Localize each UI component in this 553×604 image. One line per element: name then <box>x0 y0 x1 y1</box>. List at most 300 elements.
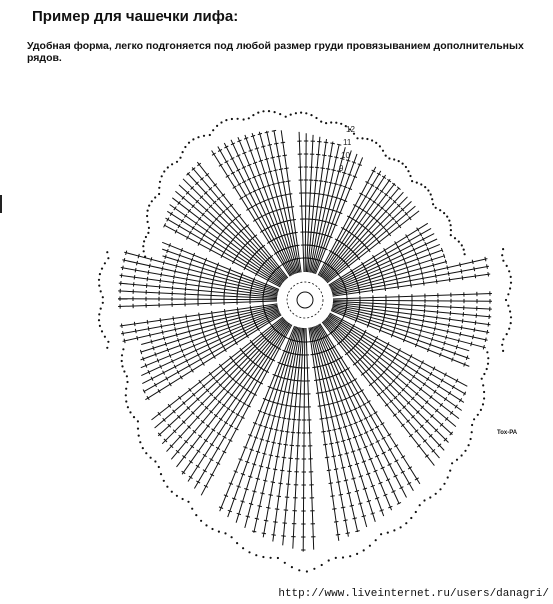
stitch-bar <box>322 405 326 406</box>
edge-dot <box>274 111 276 113</box>
stitch-bar <box>199 313 200 317</box>
stitch-bar <box>396 277 397 281</box>
stitch-bar <box>326 195 330 196</box>
edge-dot <box>145 236 147 238</box>
edge-dot <box>508 270 510 272</box>
edge-dot <box>237 118 239 120</box>
edge-dot <box>203 135 205 137</box>
edge-dot <box>98 285 100 287</box>
stitch-bar <box>327 430 331 431</box>
edge-dot <box>510 322 512 324</box>
stitch-bar <box>336 534 340 535</box>
stitch-bar <box>275 389 279 390</box>
stitch-bar <box>150 333 151 337</box>
stitch-bar <box>215 326 216 330</box>
stitch-bar <box>271 402 275 403</box>
stitch-bar <box>199 317 200 321</box>
stitch-bar <box>258 425 262 426</box>
stitch-bar <box>352 162 356 164</box>
edge-dot <box>150 457 152 459</box>
stitch-bar <box>212 282 213 286</box>
edge-dot <box>99 273 101 275</box>
edge-dot <box>166 486 168 488</box>
edge-dot <box>335 557 337 559</box>
stitch-bar <box>358 503 362 504</box>
edge-dot <box>507 293 509 295</box>
stitch-bar <box>147 320 148 324</box>
edge-dot <box>340 123 342 125</box>
edge-dot <box>461 244 463 246</box>
edge-dot <box>449 470 451 472</box>
edge-dot <box>320 121 322 123</box>
edge-dot <box>143 250 145 252</box>
edge-dot <box>509 310 511 312</box>
edge-dot <box>482 403 484 405</box>
author-label: Tox-PA <box>497 430 518 436</box>
stitch-bar <box>212 285 213 289</box>
stitch-bar <box>265 159 269 160</box>
edge-dot <box>451 462 453 464</box>
stitch-bar <box>263 173 267 174</box>
stitch-bar <box>312 367 316 368</box>
stitch-bar <box>336 482 340 483</box>
edge-dot <box>416 182 418 184</box>
stitch-bar <box>320 419 324 420</box>
stitch-bar <box>287 419 291 420</box>
edge-dot <box>502 338 504 340</box>
stitch-bar <box>249 503 253 504</box>
edge-dot <box>508 328 510 330</box>
stitch-bar <box>444 254 445 258</box>
stitch-line <box>332 308 470 351</box>
stitch-bar <box>275 210 279 211</box>
page-title: Пример для чашечки лифа: <box>32 8 239 25</box>
edge-dot <box>407 170 409 172</box>
stitch-bar <box>278 209 282 210</box>
stitch-bar <box>261 146 265 147</box>
edge-dot <box>450 234 452 236</box>
stitch-bar <box>286 207 290 208</box>
edge-dot <box>224 532 226 534</box>
stitch-bar <box>216 330 218 334</box>
stitch-bar <box>204 335 206 339</box>
edge-dot <box>349 555 351 557</box>
stitch-bar <box>258 133 262 134</box>
stitch-bar <box>288 194 292 195</box>
stitch-bar <box>442 347 444 351</box>
edge-dot <box>446 216 448 218</box>
stitch-bar <box>260 493 264 494</box>
stitch-bar <box>321 194 325 195</box>
stitch-bar <box>244 138 248 140</box>
edge-dot <box>325 122 327 124</box>
edge-dot <box>448 220 450 222</box>
stitch-bar <box>339 414 343 415</box>
stitch-bar <box>346 160 350 161</box>
stitch-bar <box>329 182 333 183</box>
edge-dot <box>138 435 140 437</box>
stitch-bar <box>250 306 251 310</box>
stitch-bar <box>244 489 248 490</box>
stitch-bar <box>473 335 474 339</box>
edge-dot <box>415 511 417 513</box>
stitch-bar <box>474 267 475 271</box>
stitch-bar <box>213 319 214 323</box>
edge-dot <box>171 163 173 165</box>
stitch-bar <box>460 332 461 336</box>
stitch-bar <box>422 271 423 275</box>
stitch-bar <box>163 261 164 265</box>
stitch-bar <box>237 486 241 488</box>
edge-dot <box>405 522 407 524</box>
stitch-bar <box>266 468 270 469</box>
stitch-bar <box>421 329 422 333</box>
stitch-bar <box>445 260 446 264</box>
edge-dot <box>220 121 222 123</box>
stitch-bar <box>448 272 449 276</box>
stitch-line <box>183 179 285 280</box>
stitch-bar <box>411 283 412 287</box>
stitch-bar <box>228 510 232 512</box>
stitch-bar <box>190 334 191 338</box>
stitch-bar <box>371 513 375 514</box>
stitch-bar <box>334 157 338 158</box>
edge-dot <box>179 157 181 159</box>
stitch-bar <box>277 156 281 157</box>
stitch-bar <box>263 304 264 308</box>
stitch-bar <box>263 412 267 414</box>
stitch-bar <box>271 197 275 198</box>
stitch-bar <box>134 275 135 279</box>
stitch-bar <box>266 199 270 201</box>
stitch-bar <box>343 520 347 521</box>
stitch-bar <box>274 429 278 430</box>
edge-dot <box>443 483 445 485</box>
stitch-bar <box>398 310 399 314</box>
stitch-bar <box>284 405 288 406</box>
stitch-bar <box>137 261 138 265</box>
stitch-bar <box>262 187 266 189</box>
stitch-bar <box>355 463 359 464</box>
stitch-bar <box>324 181 328 182</box>
stitch-bar <box>309 341 313 342</box>
stitch-bar <box>341 440 345 441</box>
stitch-bar <box>284 168 288 169</box>
edge-dot <box>148 227 150 229</box>
stitch-bar <box>363 488 367 489</box>
stitch-bar <box>278 443 282 444</box>
edge-dot <box>443 212 445 214</box>
stitch-line <box>175 191 283 282</box>
stitch-bar <box>328 390 332 391</box>
stitch-bar <box>322 155 326 156</box>
edge-dot <box>371 139 373 141</box>
stitch-bar <box>410 279 411 283</box>
stitch-bar <box>293 232 297 233</box>
edge-dot <box>487 357 489 359</box>
edge-dot <box>277 557 279 559</box>
edge-dot <box>470 438 472 440</box>
stitch-bar <box>204 262 205 266</box>
stitch-bar <box>395 273 396 277</box>
stitch-bar <box>330 143 334 144</box>
stitch-bar <box>397 314 398 318</box>
stitch-bar <box>272 442 276 443</box>
stitch-bar <box>487 264 488 268</box>
edge-dot <box>464 450 466 452</box>
stitch-bar <box>397 281 398 285</box>
source-url[interactable]: http://www.liveinternet.ru/users/danagri/ <box>278 588 549 600</box>
stitch-bar <box>162 267 163 271</box>
edge-dot <box>405 166 407 168</box>
stitch-bar <box>485 338 486 342</box>
stitch-bar <box>408 270 409 274</box>
stitch-line <box>318 325 407 498</box>
edge-dot <box>129 411 131 413</box>
stitch-bar <box>213 278 214 282</box>
stitch-bar <box>255 518 259 519</box>
stitch-bar <box>149 264 150 268</box>
edge-dot <box>356 553 358 555</box>
stitch-bar <box>202 330 203 334</box>
stitch-bar <box>331 403 335 404</box>
edge-dot <box>502 350 504 352</box>
stitch-bar <box>285 432 289 433</box>
stitch-bar <box>190 262 191 266</box>
edge-dot <box>231 118 233 120</box>
stitch-bar <box>431 337 432 341</box>
stitch-bar <box>405 334 406 338</box>
stitch-bar <box>341 507 345 508</box>
edge-dot <box>171 491 173 493</box>
stitch-bar <box>289 406 293 407</box>
edge-dot <box>121 360 123 362</box>
stitch-bar <box>328 156 332 157</box>
edge-dot <box>158 193 160 195</box>
stitch-bar <box>319 181 323 182</box>
stitch-bar <box>353 518 357 519</box>
edge-dot <box>420 183 422 185</box>
edge-dot <box>483 391 485 393</box>
stitch-line <box>303 328 305 552</box>
stitch-line <box>326 206 415 282</box>
edge-dot <box>167 166 169 168</box>
edge-dot <box>482 384 484 386</box>
edge-dot <box>200 520 202 522</box>
edge-dot <box>456 459 458 461</box>
edge-dot <box>356 137 358 139</box>
stitch-bar <box>162 330 163 334</box>
stitch-bar <box>335 197 339 198</box>
edge-dot <box>106 347 108 349</box>
stitch-bar <box>282 457 286 458</box>
stitch-bar <box>419 262 420 266</box>
stitch-bar <box>269 428 273 429</box>
stitch-bar <box>279 169 283 170</box>
edge-dot <box>125 394 127 396</box>
edge-dot <box>158 466 160 468</box>
stitch-bar <box>319 207 323 208</box>
stitch-bar <box>461 325 462 329</box>
edge-dot <box>139 441 141 443</box>
stitch-bar <box>126 251 127 255</box>
stitch-bar <box>347 439 351 440</box>
edge-dot <box>454 237 456 239</box>
edge-dot <box>328 559 330 561</box>
stitch-bar <box>135 329 136 333</box>
stitch-bar <box>258 506 262 507</box>
stitch-bar <box>160 279 161 283</box>
edge-dot <box>146 215 148 217</box>
stitch-bar <box>331 170 335 171</box>
edge-dot <box>480 409 482 411</box>
page-subtitle: Удобная форма, легко подгоняется под любой размер груди провязыванием дополнительных рядов. <box>27 40 524 64</box>
edge-dot <box>463 249 465 251</box>
stitch-bar <box>347 493 351 494</box>
edge-dot <box>509 287 511 289</box>
stitch-bar <box>269 495 273 496</box>
edge-dot <box>431 198 433 200</box>
edge-dot <box>506 265 508 267</box>
stitch-bar <box>424 281 425 285</box>
row-number-label: 12 <box>346 125 355 134</box>
stitch-bar <box>280 404 284 405</box>
edge-dot <box>101 330 103 332</box>
stitch-line <box>319 324 414 491</box>
stitch-bar <box>147 277 148 281</box>
stitch-bar <box>253 162 257 164</box>
stitch-bar <box>325 418 329 419</box>
stitch-bar <box>393 330 395 334</box>
stitch-bar <box>396 318 397 322</box>
stitch-bar <box>186 277 187 281</box>
stitch-bar <box>324 142 328 143</box>
stitch-bar <box>273 469 277 470</box>
stitch-bar <box>357 449 361 451</box>
stitch-bar <box>329 483 333 484</box>
stitch-bar <box>281 182 285 183</box>
edge-dot <box>380 533 382 535</box>
stitch-bar <box>249 150 253 152</box>
stitch-bar <box>271 184 275 185</box>
stitch-bar <box>232 498 236 500</box>
edge-dot <box>330 121 332 123</box>
stitch-bar <box>165 342 166 346</box>
edge-dot <box>473 418 475 420</box>
stitch-bar <box>271 482 275 483</box>
stitch-bar <box>488 322 489 326</box>
stitch-bar <box>458 339 459 343</box>
edge-dot <box>313 568 315 570</box>
stitch-bar <box>435 274 436 278</box>
stitch-bar <box>252 531 256 532</box>
stitch-bar <box>266 507 270 508</box>
edge-dot <box>506 333 508 335</box>
stitch-bar <box>266 441 270 442</box>
stitch-bar <box>327 209 331 210</box>
stitch-bar <box>164 336 165 340</box>
stitch-bar <box>122 266 123 270</box>
edge-dot <box>306 570 308 572</box>
stitch-bar <box>259 160 263 161</box>
stitch-bar <box>282 208 286 209</box>
edge-dot <box>502 248 504 250</box>
stitch-bar <box>272 416 276 417</box>
edge-dot <box>471 424 473 426</box>
stitch-bar <box>200 275 201 279</box>
edge-dot <box>107 257 109 259</box>
stitch-bar <box>278 483 282 484</box>
edge-dot <box>310 114 312 116</box>
stitch-bar <box>186 315 187 319</box>
edge-dot <box>154 196 156 198</box>
stitch-bar <box>175 269 176 273</box>
stitch-bar <box>375 498 379 500</box>
edge-dot <box>191 508 193 510</box>
stitch-bar <box>201 271 202 275</box>
stitch-bar <box>280 431 284 432</box>
stitch-bar <box>338 185 342 186</box>
stitch-bar <box>423 319 424 323</box>
stitch-bar <box>434 326 435 330</box>
stitch-bar <box>331 210 335 211</box>
stitch-bar <box>265 132 269 133</box>
edge-dot <box>410 517 412 519</box>
stitch-bar <box>250 449 254 451</box>
stitch-bar <box>279 390 283 391</box>
stitch-bar <box>475 274 476 278</box>
stitch-bar <box>398 285 399 289</box>
stitch-bar <box>286 181 290 182</box>
edge-dot <box>104 262 106 264</box>
row-number-label: 10 <box>341 151 350 160</box>
edge-dot <box>435 207 437 209</box>
stitch-bar <box>335 388 339 390</box>
stitch-bar <box>429 252 431 256</box>
stitch-bar <box>174 322 175 326</box>
stitch-bar <box>290 393 294 394</box>
edge-dot <box>243 118 245 120</box>
stitch-bar <box>329 417 333 418</box>
edge-dot <box>225 119 227 121</box>
stitch-bar <box>124 258 125 262</box>
stitch-bar <box>281 142 285 143</box>
stitch-bar <box>466 356 468 360</box>
stitch-bar <box>267 400 271 401</box>
stitch-bar <box>362 461 366 463</box>
stitch-bar <box>237 513 241 514</box>
stitch-bar <box>366 473 370 475</box>
stitch-bar <box>394 326 395 330</box>
stitch-bar <box>177 259 178 263</box>
stitch-bar <box>338 455 342 456</box>
stitch-bar <box>297 258 301 259</box>
stitch-bar <box>323 208 327 209</box>
stitch-bar <box>148 270 149 274</box>
edge-dot <box>99 325 101 327</box>
stitch-bar <box>338 428 342 429</box>
edge-dot <box>209 134 211 136</box>
edge-dot <box>147 210 149 212</box>
edge-dot <box>342 556 344 558</box>
stitch-bar <box>138 254 139 258</box>
stitch-bar <box>202 266 203 270</box>
stitch-bar <box>283 391 287 392</box>
stitch-bar <box>441 248 443 252</box>
stitch-bar <box>324 391 328 392</box>
stitch-bar <box>212 311 213 315</box>
stitch-line <box>299 132 304 272</box>
